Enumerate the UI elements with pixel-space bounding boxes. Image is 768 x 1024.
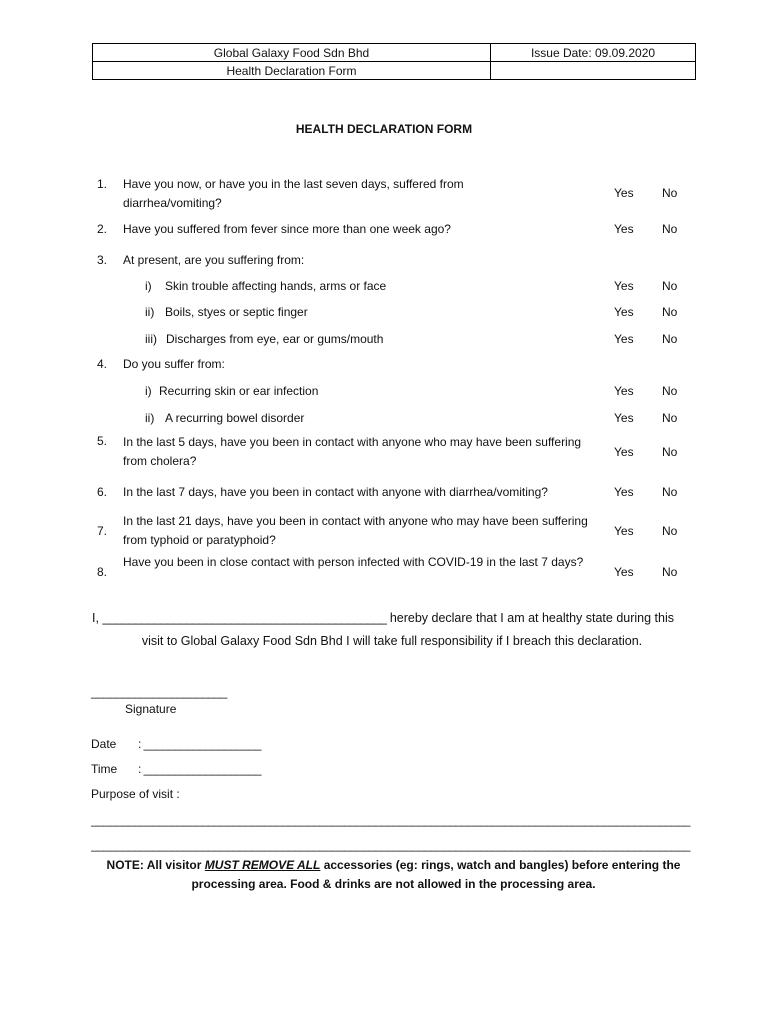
- declaration-line-1: [92, 607, 702, 629]
- time-label: Time: [91, 762, 118, 776]
- question-number: 2.: [97, 222, 108, 236]
- question-number: 1.: [97, 177, 108, 191]
- sub-question-number: i): [145, 384, 152, 398]
- question-text: Do you suffer from:: [123, 357, 225, 371]
- signature-line[interactable]: ______________________: [91, 685, 227, 699]
- name-blank-field[interactable]: ____________________________________________: [102, 611, 387, 625]
- page-title: HEALTH DECLARATION FORM: [295, 122, 473, 136]
- yes-option[interactable]: Yes: [614, 445, 634, 459]
- issue-date: Issue Date: 09.09.2020: [491, 44, 696, 62]
- yes-option[interactable]: Yes: [614, 384, 634, 398]
- yes-option[interactable]: Yes: [614, 411, 634, 425]
- sub-question-text: Skin trouble affecting hands, arms or face: [165, 279, 387, 293]
- no-option[interactable]: No: [662, 485, 678, 499]
- declaration-prefix: I,: [92, 611, 99, 625]
- question-text: In the last 21 days, have you been in contact with anyone who may have been suffering from typhoid or paratyphoid?: [123, 514, 588, 547]
- question-number: 3.: [97, 253, 108, 267]
- note-emphasis: MUST REMOVE ALL: [204, 858, 321, 872]
- note-body: accessories (eg: rings, watch and bangles) before entering the processing area. Food & drinks are not allowed in the processing area.: [191, 858, 681, 891]
- no-option[interactable]: No: [662, 445, 678, 459]
- yes-option[interactable]: Yes: [614, 279, 634, 293]
- yes-option[interactable]: Yes: [614, 485, 634, 499]
- yes-option[interactable]: Yes: [614, 332, 634, 346]
- form-name: Health Declaration Form: [93, 62, 491, 80]
- yes-option[interactable]: Yes: [614, 222, 634, 236]
- question-text: At present, are you suffering from:: [123, 253, 305, 267]
- question-number: 4.: [97, 357, 108, 371]
- header-blank-cell: [491, 62, 696, 80]
- sub-question-text: Boils, styes or septic finger: [165, 305, 308, 319]
- no-option[interactable]: No: [662, 411, 678, 425]
- sub-question-number: i): [145, 279, 152, 293]
- yes-option[interactable]: Yes: [614, 565, 634, 579]
- purpose-line-2[interactable]: _________________________________________________________________________________________________: [91, 838, 690, 852]
- question-text: Have you now, or have you in the last seven days, suffered from diarrhea/vomiting?: [123, 177, 464, 210]
- no-option[interactable]: No: [662, 384, 678, 398]
- no-option[interactable]: No: [662, 332, 678, 346]
- no-option[interactable]: No: [662, 305, 678, 319]
- date-field[interactable]: : ___________________: [138, 737, 261, 751]
- sub-question-text: Discharges from eye, ear or gums/mouth: [166, 332, 384, 346]
- yes-option[interactable]: Yes: [614, 186, 634, 200]
- purpose-label: Purpose of visit :: [91, 787, 180, 801]
- sub-question-number: iii): [145, 332, 157, 346]
- document-header-table: [92, 43, 696, 80]
- sub-question-number: ii): [145, 305, 155, 319]
- yes-option[interactable]: Yes: [614, 305, 634, 319]
- no-option[interactable]: No: [662, 565, 678, 579]
- note-text: [92, 856, 695, 894]
- no-option[interactable]: No: [662, 279, 678, 293]
- signature-label: Signature: [125, 702, 177, 716]
- declaration-line-2: visit to Global Galaxy Food Sdn Bhd I will take full responsibility if I breach this declaration.: [141, 634, 643, 648]
- question-text: Have you suffered from fever since more than one week ago?: [123, 222, 451, 236]
- company-name: Global Galaxy Food Sdn Bhd: [93, 44, 491, 62]
- no-option[interactable]: No: [662, 186, 678, 200]
- question-number: 5.: [97, 434, 108, 448]
- question-text: In the last 5 days, have you been in contact with anyone who may have been suffering from cholera?: [123, 435, 582, 468]
- question-number: 8.: [97, 565, 108, 579]
- time-field[interactable]: : ___________________: [138, 762, 261, 776]
- yes-option[interactable]: Yes: [614, 524, 634, 538]
- date-label: Date: [91, 737, 117, 751]
- sub-question-text: Recurring skin or ear infection: [159, 384, 319, 398]
- sub-question-number: ii): [145, 411, 155, 425]
- question-number: 6.: [97, 485, 108, 499]
- purpose-line-1[interactable]: _________________________________________________________________________________________________: [91, 813, 690, 827]
- no-option[interactable]: No: [662, 524, 678, 538]
- sub-question-text: A recurring bowel disorder: [165, 411, 305, 425]
- no-option[interactable]: No: [662, 222, 678, 236]
- question-text: In the last 7 days, have you been in contact with anyone with diarrhea/vomiting?: [123, 485, 548, 499]
- declaration-text: hereby declare that I am at healthy state during this: [389, 611, 675, 625]
- note-prefix: NOTE: All visitor: [106, 858, 202, 872]
- question-number: 7.: [97, 524, 108, 538]
- question-text: Have you been in close contact with person infected with COVID-19 in the last 7 days?: [123, 555, 584, 569]
